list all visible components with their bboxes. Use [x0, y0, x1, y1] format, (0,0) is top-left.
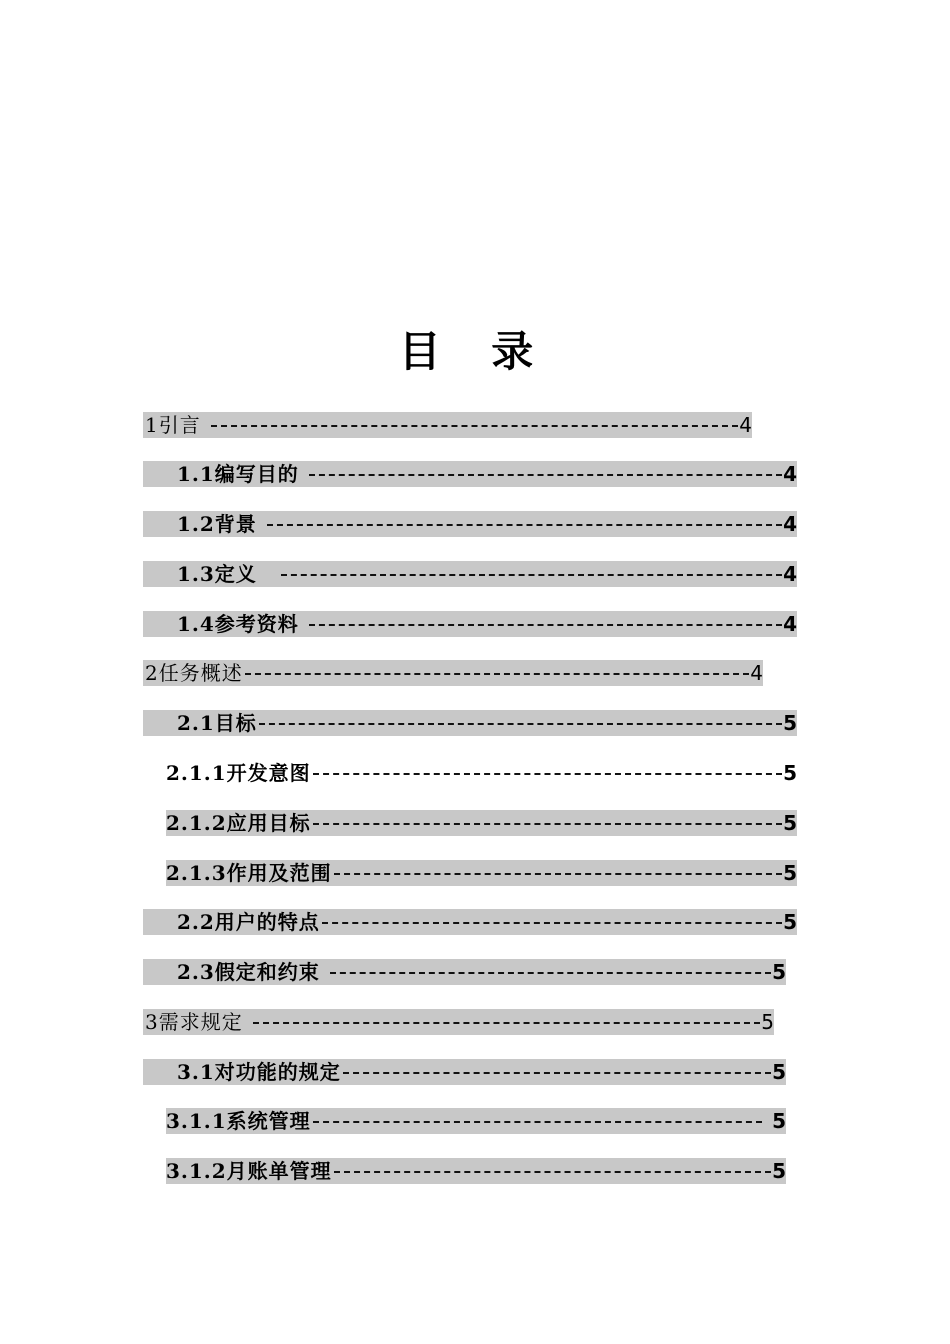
toc-entry-1-4[interactable] [143, 611, 797, 637]
toc-entry-page: 5 [783, 761, 797, 785]
toc-entry-label: 2任务概述 [145, 661, 243, 685]
toc-entry-3[interactable] [143, 1009, 774, 1035]
page-title: 目 录 [398, 327, 552, 376]
toc-entry-label: 1.3定义 [177, 562, 257, 586]
toc-entry-label: 3.1对功能的规定 [177, 1060, 341, 1084]
toc-leader [313, 1121, 762, 1123]
toc-entry-page: 5 [761, 1010, 774, 1034]
toc-leader [334, 1171, 771, 1173]
toc-entry-label: 3.1.1系统管理 [166, 1109, 311, 1133]
toc-entry-label: 1引言 [145, 413, 201, 437]
toc-entry-1[interactable] [143, 412, 752, 438]
toc-entry-label: 1.1编写目的 [177, 462, 299, 486]
toc-entry-2-1-1[interactable] [166, 760, 797, 786]
toc-entry-page: 5 [783, 811, 797, 835]
toc-entry-3-1-1[interactable] [166, 1108, 786, 1134]
toc-entry-page: 5 [783, 910, 797, 934]
toc-entry-2-1[interactable] [143, 710, 797, 736]
toc-entry-page: 4 [783, 462, 797, 486]
toc-leader [253, 1022, 761, 1024]
toc-leader [211, 425, 739, 427]
toc-entry-2-1-2[interactable] [166, 810, 797, 836]
toc-leader [309, 624, 782, 626]
toc-entry-page: 5 [772, 1159, 786, 1183]
toc-entry-1-3[interactable] [143, 561, 797, 587]
toc-entry-2-3[interactable] [143, 959, 786, 985]
toc-leader [334, 873, 782, 875]
toc-entry-2-2[interactable] [143, 909, 797, 935]
toc-leader [330, 972, 771, 974]
toc-leader [281, 574, 782, 576]
toc-entry-label: 3.1.2月账单管理 [166, 1159, 332, 1183]
toc-entry-label: 2.1.3作用及范围 [166, 861, 332, 885]
toc-leader [313, 823, 782, 825]
toc-leader [267, 524, 782, 526]
toc-entry-label: 2.1目标 [177, 711, 257, 735]
toc-entry-2[interactable] [143, 660, 763, 686]
toc-leader [322, 922, 782, 924]
toc-entry-page: 5 [783, 861, 797, 885]
toc-entry-label: 1.2背景 [177, 512, 257, 536]
toc-entry-page: 4 [783, 612, 797, 636]
toc-entry-page: 4 [739, 413, 752, 437]
toc-entry-page: 5 [772, 1060, 786, 1084]
toc-entry-label: 2.2用户的特点 [177, 910, 320, 934]
toc-entry-3-1-2[interactable] [166, 1158, 786, 1184]
toc-entry-page: 4 [783, 562, 797, 586]
toc-entry-2-1-3[interactable] [166, 860, 797, 886]
toc-entry-label: 1.4参考资料 [177, 612, 299, 636]
toc-leader [309, 474, 782, 476]
toc-entry-label: 2.1.2应用目标 [166, 811, 311, 835]
toc-entry-page: 4 [750, 661, 763, 685]
toc-entry-label: 3需求规定 [145, 1010, 243, 1034]
toc-entry-page: 4 [783, 512, 797, 536]
toc-entry-page: 5 [772, 1109, 786, 1133]
toc-entry-label: 2.3假定和约束 [177, 960, 320, 984]
toc-entry-1-1[interactable] [143, 461, 797, 487]
toc-leader [259, 723, 782, 725]
toc-leader [245, 673, 750, 675]
toc-entry-1-2[interactable] [143, 511, 797, 537]
toc-entry-page: 5 [772, 960, 786, 984]
toc-entry-label: 2.1.1开发意图 [166, 761, 311, 785]
toc-entry-page: 5 [783, 711, 797, 735]
toc-entry-3-1[interactable] [143, 1059, 786, 1085]
toc-leader [343, 1072, 771, 1074]
toc-leader [313, 773, 782, 775]
